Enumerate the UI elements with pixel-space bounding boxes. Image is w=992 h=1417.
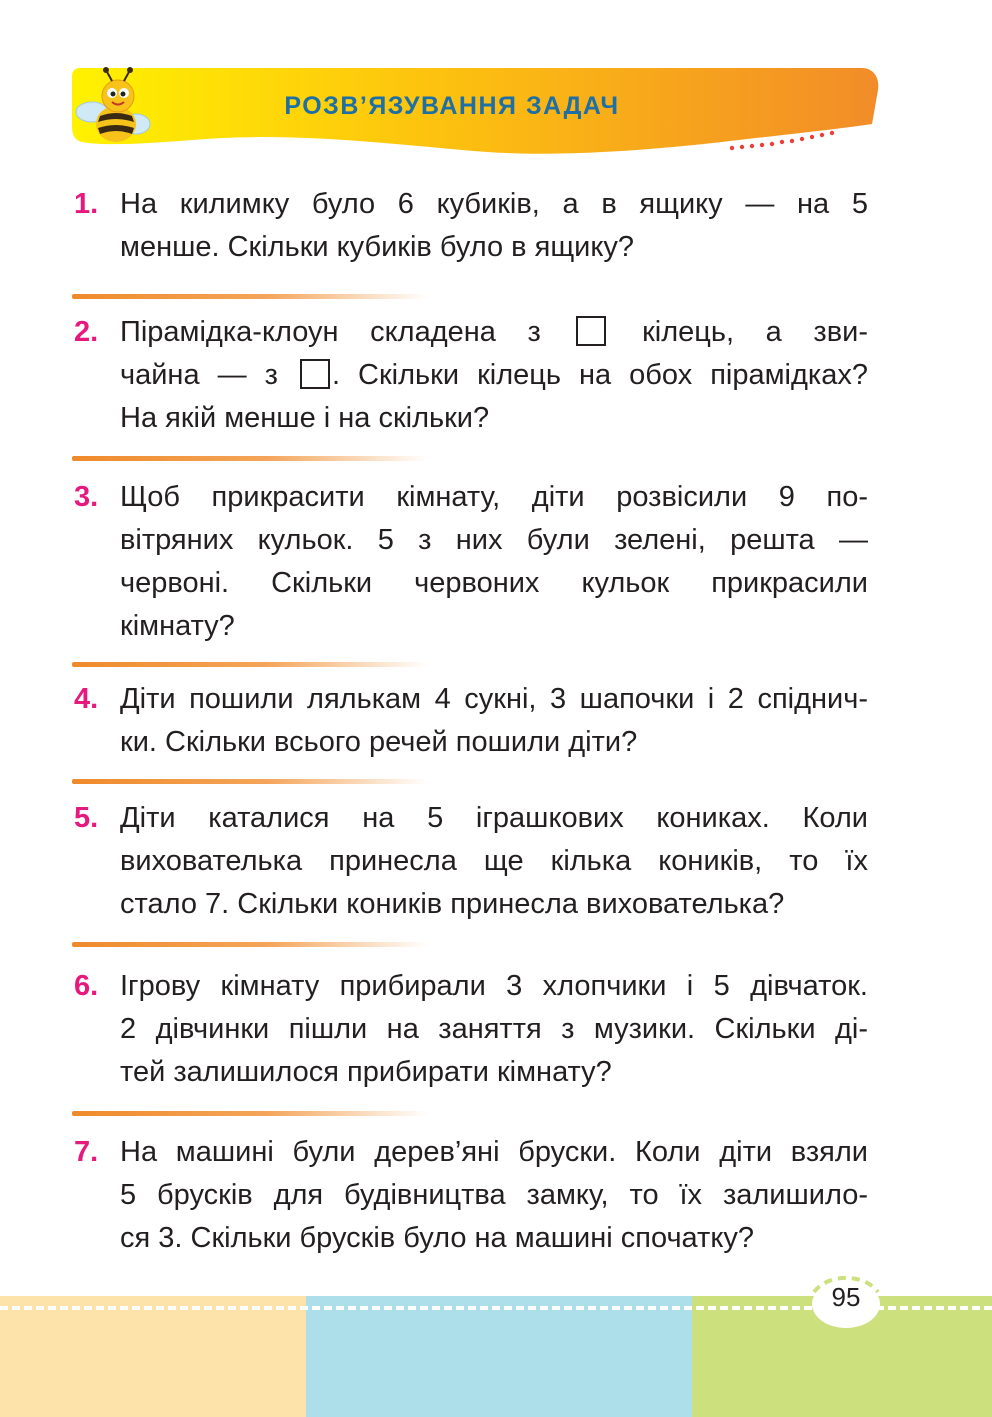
empty-square-icon (576, 316, 606, 346)
task-text (120, 1131, 868, 1260)
page-title: РОЗВ’ЯЗУВАННЯ ЗАДАЧ (284, 92, 620, 120)
empty-square-icon (300, 359, 330, 389)
task-line: вітряних кульок. 5 з них були зелені, решта — (120, 524, 868, 556)
task-line: 5 брусків для будівництва замку, то їх залишило- (120, 1179, 868, 1211)
divider (72, 779, 428, 784)
divider (72, 456, 428, 461)
task-line: На килимку було 6 кубиків, а в ящику — на 5 (120, 188, 868, 220)
divider (72, 294, 428, 299)
task-line (120, 311, 868, 354)
footer-band (306, 1296, 692, 1417)
task-line-part: . Скільки кілець на обох пірамідках? (331, 359, 869, 391)
task-line: ся 3. Скільки брусків було на машині спочатку? (120, 1222, 754, 1254)
task-text (120, 476, 868, 648)
task-number: 5. (74, 802, 99, 834)
divider (72, 662, 428, 667)
task-number: 6. (74, 970, 99, 1002)
task-line: Ігрову кімнату прибирали 3 хлопчики і 5 дівчаток. (120, 970, 868, 1002)
task-line: стало 7. Скільки коників принесла вихователька? (120, 888, 785, 920)
task-number: 7. (74, 1136, 99, 1168)
task-number: 1. (74, 188, 99, 220)
divider (72, 942, 428, 947)
task-line: менше. Скільки кубиків було в ящику? (120, 231, 635, 263)
task-text (120, 965, 868, 1094)
task-text (120, 311, 868, 440)
task-line: 2 дівчинки пішли на заняття з музики. Скільки ді- (120, 1013, 868, 1045)
task-line: червоні. Скільки червоних кульок прикрасили (120, 567, 868, 599)
task-text (120, 183, 868, 269)
task-line: Діти каталися на 5 іграшкових кониках. Коли (120, 802, 868, 834)
task-line: кімнату? (120, 610, 235, 642)
task-number: 2. (74, 316, 99, 348)
task-line: ки. Скільки всього речей пошили діти? (120, 726, 638, 758)
task-line: вихователька принесла ще кілька коників, то їх (120, 845, 868, 877)
task-line: Діти пошили лялькам 4 сукні, 3 шапочки і 2 спіднич- (120, 683, 868, 715)
task-line-part: Пірамідка-клоун складена з (120, 316, 541, 348)
task-number: 4. (74, 683, 99, 715)
task-line: тей залишилося прибирати кімнату? (120, 1056, 612, 1088)
page-number: 95 (831, 1282, 861, 1312)
task-text (120, 678, 868, 764)
task-line: Щоб прикрасити кімнату, діти розвісили 9 по- (120, 481, 868, 513)
task-number: 3. (74, 481, 99, 513)
divider (72, 1111, 428, 1116)
header-banner (72, 66, 922, 160)
footer-band (0, 1296, 306, 1417)
task-line-part: кілець, а зви- (642, 316, 868, 348)
task-text (120, 797, 868, 926)
task-line (120, 354, 868, 397)
task-line: На якій менше і на скільки? (120, 402, 490, 434)
bee-icon (72, 66, 162, 152)
task-line-part: чайна — з (120, 359, 278, 391)
task-line: На машині були дерев’яні бруски. Коли діти взяли (120, 1136, 868, 1168)
